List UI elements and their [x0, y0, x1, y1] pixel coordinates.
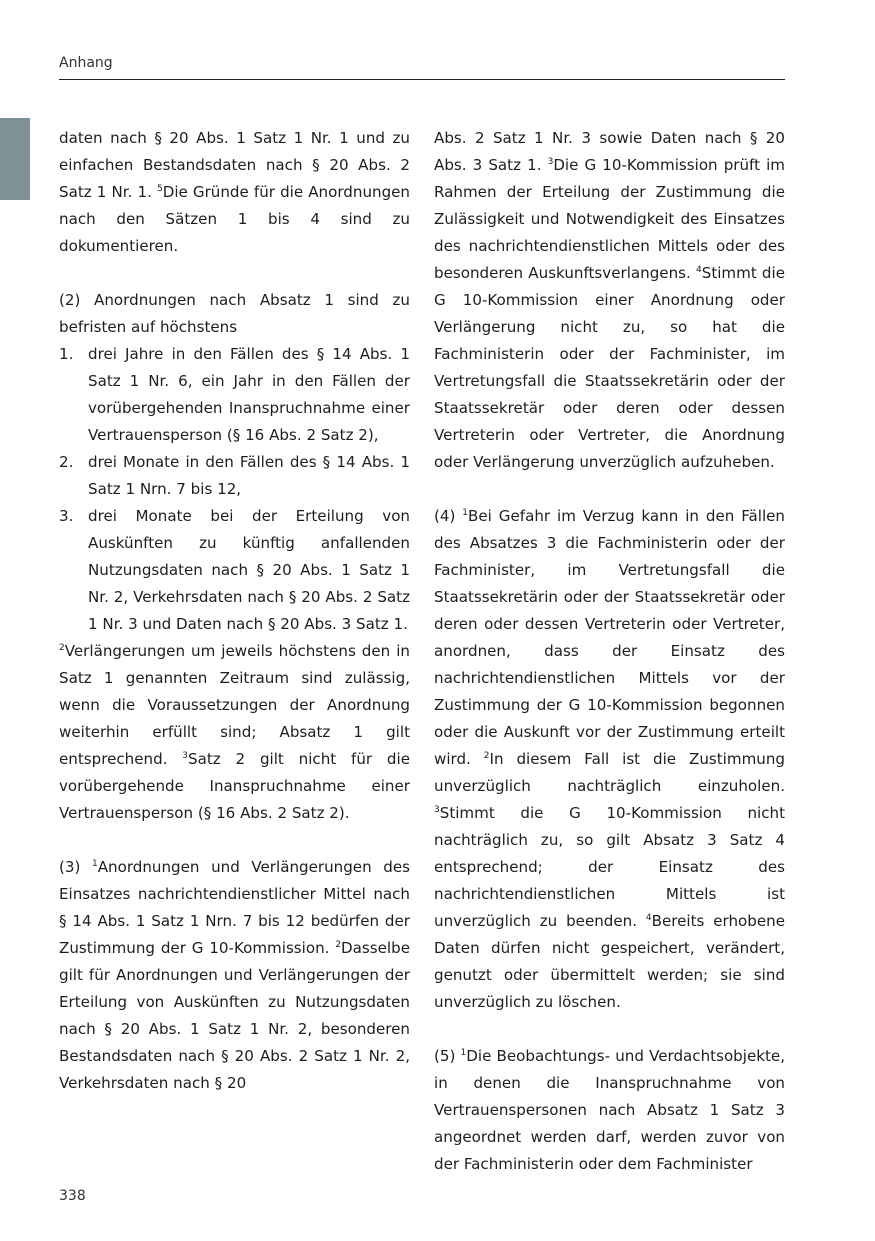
sentence-number: 1 — [91, 859, 98, 869]
sentence-number: 3 — [182, 751, 189, 761]
header-rule — [59, 79, 785, 80]
sentence-text: Stimmt die G 10-Kommission nicht nachträglich zu, so gilt Absatz 3 Satz 4 entsprechend; der Einsatz des nachrichtendienstlichen Mittels ist unverzüglich zu beenden. — [434, 804, 785, 930]
list-item-number: 1. — [59, 345, 74, 363]
paragraph-3-continuation — [434, 125, 785, 476]
paragraph-3 — [59, 854, 410, 1097]
list-item — [59, 503, 410, 638]
sentence-text: In diesem Fall ist die Zustimmung unverzüglich nachträglich einzuholen. — [434, 750, 785, 795]
sentence-number: 3 — [547, 157, 554, 167]
list-item-text: drei Jahre in den Fällen des § 14 Abs. 1 Satz 1 Nr. 6, ein Jahr in den Fällen der vorübergehenden Inanspruchnahme einer Vertrauensperson (§ 16 Abs. 2 Satz 2), — [88, 345, 410, 444]
paragraph-2-intro: (2) Anordnungen nach Absatz 1 sind zu befristen auf höchstens — [59, 291, 410, 336]
list-item — [59, 341, 410, 449]
sentence-text: Abs. 2 Satz 1 Nr. 3 sowie Daten nach § 20 Abs. 3 Satz 1. — [434, 129, 785, 174]
sentence-text: Dasselbe gilt für Anordnungen und Verlängerungen der Erteilung von Auskünften zu Nutzungsdaten nach § 20 Abs. 1 Satz 1 Nr. 2, besonderen Bestandsdaten nach § 20 Abs. 2 Satz 1 Nr. 2, Verkehrsdaten nach § 20 — [59, 939, 410, 1092]
page-number: 338 — [59, 1188, 86, 1204]
sentence-text: Die Beobachtungs- und Verdachtsobjekte, in denen die Inanspruchnahme von Vertrauenspersonen nach Absatz 1 Satz 3 angeordnet werden darf, werden zuvor von der Fachministerin oder dem Fachminister — [434, 1047, 785, 1173]
sentence-text: Die G 10-Kommission prüft im Rahmen der Erteilung der Zustimmung die Zulässigkeit und Notwendigkeit des Einsatzes des nachrichtendienstlichen Mittels oder des besonderen Auskunftsverlangens. — [434, 156, 786, 282]
list-item-text: drei Monate bei der Erteilung von Auskünften zu künftig anfallenden Nutzungsdaten nach § 20 Abs. 1 Satz 1 Nr. 2, Verkehrsdaten nach § 20 Abs. 2 Satz 1 Nr. 3 und Daten nach § 20 Abs. 3 Satz 1. — [88, 507, 410, 633]
paragraph-4 — [434, 503, 785, 1016]
paragraph-label: (5) — [434, 1047, 461, 1065]
sentence-number: 4 — [696, 265, 702, 275]
sentence-text: Bei Gefahr im Verzug kann in den Fällen des Absatzes 3 die Fachministerin oder der Fachminister, im Vertretungsfall die Staatssekretärin oder der Staatssekretär oder deren oder dessen Vertreterin oder Vertreter, anordnen, dass der Einsatz des nachrichtendienstlichen Mittels vor der Zustimmung der G 10-Kommission begonnen oder die Auskunft vor der Zustimmung erteilt wird. — [434, 507, 785, 768]
sentence-number: 1 — [462, 508, 469, 518]
paragraph-label: (3) — [59, 858, 92, 876]
sentence-text: Verlängerungen um jeweils höchstens den in Satz 1 genannten Zeitraum sind zulässig, wenn die Voraussetzungen der Anordnung weiterhin erfüllt sind; Absatz 1 gilt entsprechend. — [59, 642, 410, 768]
paragraph-2-continuation — [59, 638, 410, 827]
sentence-number: 2 — [59, 643, 65, 653]
running-header: Anhang — [59, 55, 113, 71]
list-item-number: 2. — [59, 453, 74, 471]
list-item — [59, 449, 410, 503]
numbered-list — [59, 341, 410, 638]
sentence-text: Stimmt die G 10-Kommission einer Anordnung oder Verlängerung nicht zu, so hat die Fachministerin oder der Fachminister, im Vertretungsfall die Staatssekretärin oder der Staatssekretär oder deren oder dessen Vertreterin oder Vertreter, die Anordnung oder Verlängerung unverzüglich aufzuheben. — [434, 264, 785, 471]
sentence-number: 5 — [156, 184, 163, 194]
left-column — [59, 125, 410, 1097]
paragraph-5 — [434, 1043, 785, 1178]
sentence-number: 2 — [335, 940, 342, 950]
paragraph-1-continuation — [59, 125, 410, 260]
sentence-number: 4 — [645, 913, 652, 923]
paragraph-label: (4) — [434, 507, 463, 525]
sentence-text: Bereits erhobene Daten dürfen nicht gespeichert, verändert, genutzt oder übermittelt werden; sie sind unverzüglich zu löschen. — [434, 912, 786, 1011]
sentence-number: 1 — [460, 1048, 467, 1058]
sentence-text: Die Gründe für die Anordnungen nach den Sätzen 1 bis 4 sind zu dokumentieren. — [59, 183, 411, 255]
chapter-tab-marker — [0, 118, 30, 200]
sentence-text: Anordnungen und Verlängerungen des Einsatzes nachrichtendienstlicher Mittel nach § 14 Abs. 1 Satz 1 Nrn. 7 bis 12 bedürfen der Zustimmung der G 10-Kommission. — [59, 858, 410, 957]
list-item-text: drei Monate in den Fällen des § 14 Abs. 1 Satz 1 Nrn. 7 bis 12, — [88, 453, 410, 498]
sentence-text: Satz 2 gilt nicht für die vorübergehende Inanspruchnahme einer Vertrauensperson (§ 16 Abs. 2 Satz 2). — [59, 750, 410, 822]
sentence-number: 2 — [483, 751, 490, 761]
sentence-text: daten nach § 20 Abs. 1 Satz 1 Nr. 1 und zu einfachen Bestandsdaten nach § 20 Abs. 2 Satz 1 Nr. 1. — [59, 129, 410, 201]
right-column — [434, 125, 785, 1178]
sentence-number: 3 — [434, 805, 440, 815]
list-item-number: 3. — [59, 507, 74, 525]
